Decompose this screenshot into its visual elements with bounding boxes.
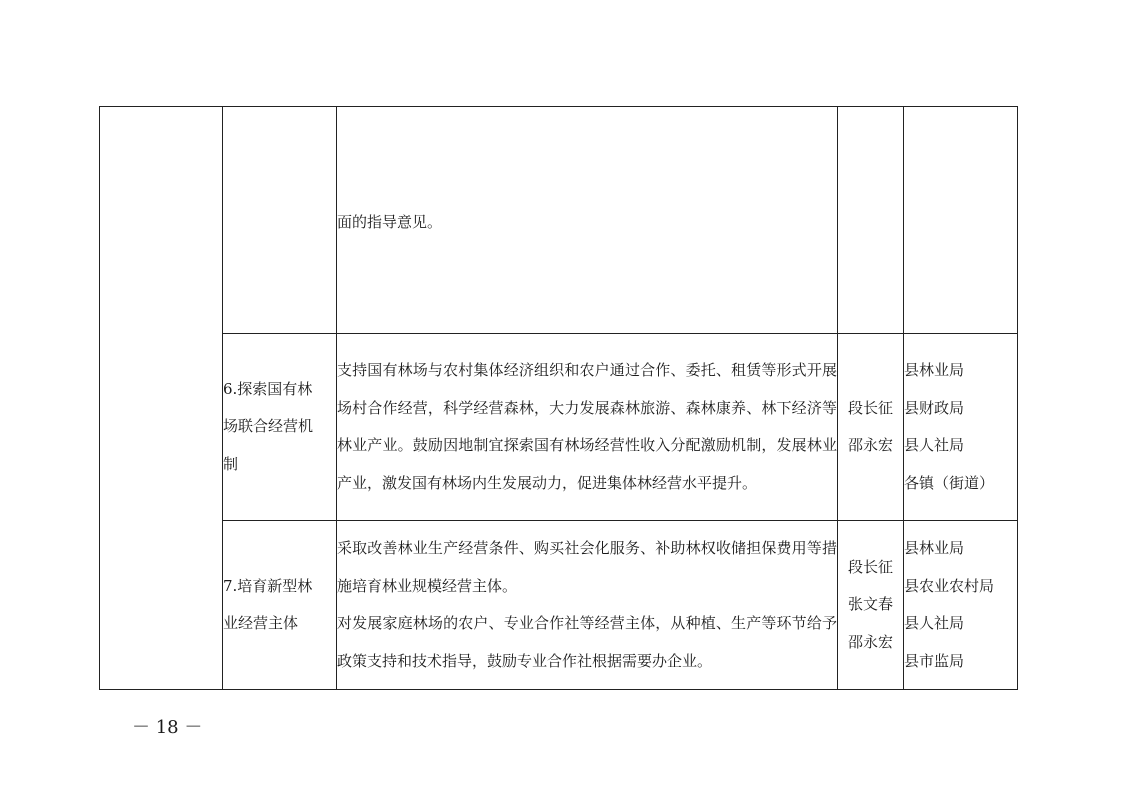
departments-cell bbox=[904, 334, 1018, 521]
leaders-cell bbox=[838, 521, 904, 690]
departments-cell bbox=[904, 521, 1018, 690]
category-cell bbox=[100, 107, 223, 690]
leaders-cell bbox=[838, 334, 904, 521]
content-cell bbox=[337, 107, 838, 334]
task-cell bbox=[223, 334, 337, 521]
task-line: 6.探索国有林 bbox=[223, 379, 313, 398]
department-name: 县市监局 bbox=[904, 651, 965, 670]
page-number: － 18 － bbox=[132, 717, 203, 738]
content-paragraph: 采取改善林业生产经营条件、购买社会化服务、补助林权收储担保费用等措施培育林业规模经营主体。 bbox=[337, 539, 837, 595]
department-name: 县林业局 bbox=[904, 539, 965, 557]
task-line: 7.培育新型林 bbox=[223, 576, 313, 595]
leader-name: 段长征 bbox=[847, 398, 893, 417]
task-line: 场联合经营机 bbox=[223, 417, 314, 436]
policy-table bbox=[99, 106, 1018, 690]
leaders-cell bbox=[838, 107, 904, 334]
table-row bbox=[100, 521, 1018, 690]
departments-cell bbox=[904, 107, 1018, 334]
task-cell bbox=[223, 521, 337, 690]
content-cell bbox=[337, 521, 838, 690]
content-paragraph: 面的指导意见。 bbox=[337, 213, 443, 232]
table-row bbox=[100, 334, 1018, 521]
content-paragraph: 对发展家庭林场的农户、专业合作社等经营主体，从种植、生产等环节给予政策支持和技术指导，鼓励专业合作社根据需要办企业。 bbox=[337, 614, 837, 670]
department-name: 县人社局 bbox=[904, 436, 965, 454]
content-cell bbox=[337, 334, 838, 521]
leader-name: 邵永宏 bbox=[847, 436, 893, 454]
leader-name: 邵永宏 bbox=[847, 632, 893, 651]
department-name: 各镇（街道） bbox=[904, 473, 995, 492]
department-name: 县林业局 bbox=[904, 361, 965, 379]
department-name: 县财政局 bbox=[904, 398, 965, 417]
content-paragraph: 支持国有林场与农村集体经济组织和农户通过合作、委托、租赁等形式开展场村合作经营，科学经营森林，大力发展森林旅游、森林康养、林下经济等林业产业。鼓励因地制宜探索国有林场经营性收入分配激励机制，发展林业产业，激发国有林场内生发展动力，促进集体林经营水平提升。 bbox=[337, 361, 837, 492]
department-name: 县农业农村局 bbox=[904, 576, 995, 595]
leader-name: 段长征 bbox=[847, 557, 893, 576]
table-row bbox=[100, 107, 1018, 334]
task-line: 业经营主体 bbox=[223, 614, 299, 632]
leader-name: 张文春 bbox=[847, 595, 893, 614]
department-name: 县人社局 bbox=[904, 614, 965, 632]
task-cell bbox=[223, 107, 337, 334]
task-line: 制 bbox=[223, 454, 239, 473]
